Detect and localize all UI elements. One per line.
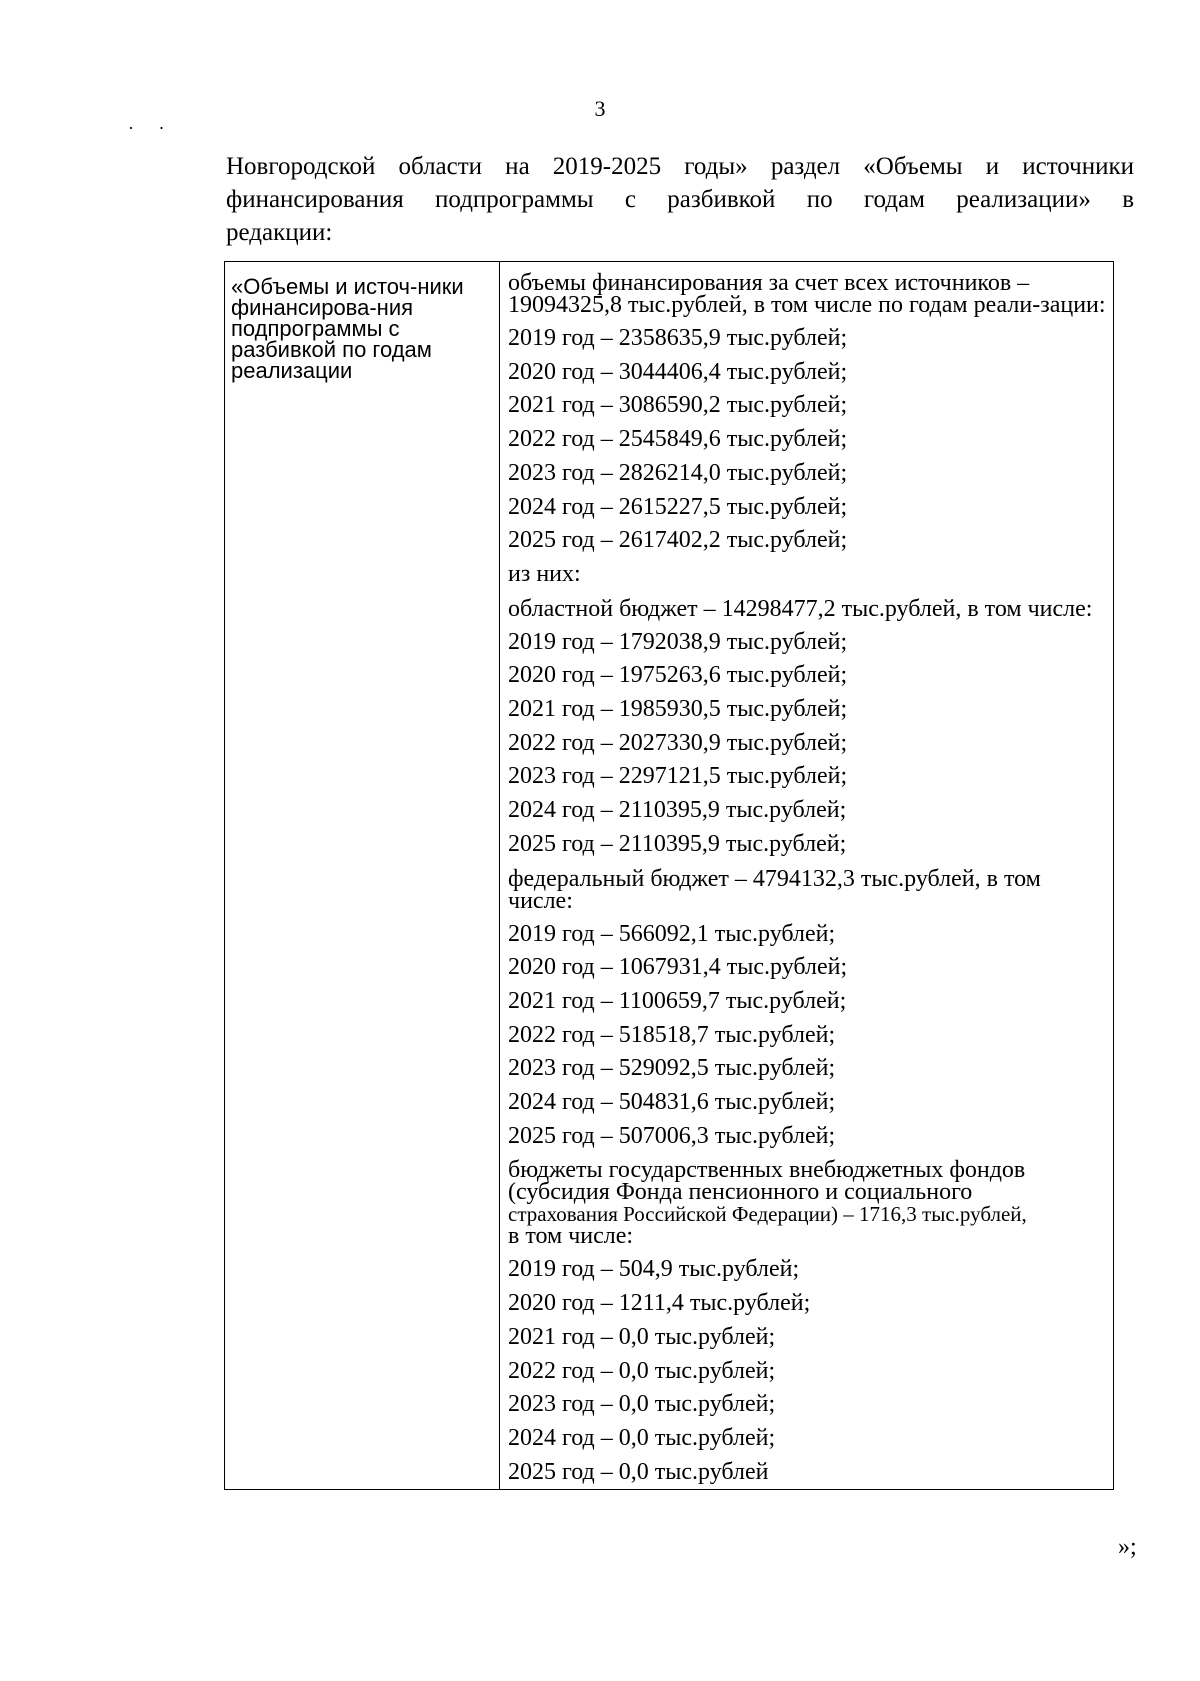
funding-table bbox=[224, 261, 1114, 1490]
total-year-2020: 2020 год – 3044406,4 тыс.рублей; bbox=[508, 358, 848, 385]
closing-quote: »; bbox=[1118, 1534, 1137, 1560]
offbudget-funds-intro bbox=[508, 1153, 1107, 1253]
regional-year-2025: 2025 год – 2110395,9 тыс.рублей; bbox=[508, 830, 847, 857]
federal-year-2025: 2025 год – 507006,3 тыс.рублей; bbox=[508, 1122, 836, 1149]
offbudget-year-2024: 2024 год – 0,0 тыс.рублей; bbox=[508, 1424, 776, 1451]
total-year-2023: 2023 год – 2826214,0 тыс.рублей; bbox=[508, 459, 848, 486]
intro-line-1: Новгородской области на 2019-2025 годы» раздел «Объемы и источники bbox=[226, 153, 1134, 180]
total-funding-intro: объемы финансирования за счет всех источников – 19094325,8 тыс.рублей, в том числе по годам реали-зации: bbox=[508, 270, 1106, 318]
offbudget-intro-part-b: страхования Российской Федерации) – 1716,3 тыс.рублей, bbox=[508, 1202, 1027, 1227]
total-year-2019: 2019 год – 2358635,9 тыс.рублей; bbox=[508, 325, 848, 351]
offbudget-year-2020: 2020 год – 1211,4 тыс.рублей; bbox=[508, 1290, 811, 1317]
of-them-label: из них: bbox=[508, 560, 581, 587]
regional-year-2024: 2024 год – 2110395,9 тыс.рублей; bbox=[508, 797, 847, 824]
regional-year-2020: 2020 год – 1975263,6 тыс.рублей; bbox=[508, 662, 848, 689]
federal-year-2022: 2022 год – 518518,7 тыс.рублей; bbox=[508, 1021, 836, 1048]
total-year-2024: 2024 год – 2615227,5 тыс.рублей; bbox=[508, 493, 848, 520]
regional-year-2019: 2019 год – 1792038,9 тыс.рублей; bbox=[508, 628, 848, 655]
offbudget-year-2019: 2019 год – 504,9 тыс.рублей; bbox=[508, 1256, 800, 1283]
offbudget-year-2025: 2025 год – 0,0 тыс.рублей bbox=[508, 1458, 769, 1485]
federal-year-2019: 2019 год – 566092,1 тыс.рублей; bbox=[508, 920, 836, 947]
federal-budget-intro: федеральный бюджет – 4794132,3 тыс.рублей, в том числе: bbox=[508, 865, 1041, 914]
federal-year-2020: 2020 год – 1067931,4 тыс.рублей; bbox=[508, 954, 848, 981]
table-row bbox=[225, 262, 1114, 1490]
regional-year-2023: 2023 год – 2297121,5 тыс.рублей; bbox=[508, 763, 848, 790]
federal-year-2024: 2024 год – 504831,6 тыс.рублей; bbox=[508, 1089, 836, 1116]
section-label: «Объемы и источ-ники финансирова-ния подпрограммы с разбивкой по годам реализации bbox=[231, 274, 464, 383]
offbudget-intro-part-c: в том числе: bbox=[508, 1223, 634, 1250]
scan-artifact-dots: · · bbox=[128, 118, 175, 138]
offbudget-year-2021: 2021 год – 0,0 тыс.рублей; bbox=[508, 1323, 776, 1350]
intro-line-2: финансирования подпрограммы с разбивкой по годам реализации» в bbox=[226, 186, 1134, 213]
section-label-cell bbox=[225, 262, 500, 1490]
intro-line-3: редакции: bbox=[226, 219, 333, 246]
total-year-2021: 2021 год – 3086590,2 тыс.рублей; bbox=[508, 392, 848, 419]
page-number: 3 bbox=[594, 96, 606, 121]
total-year-2025: 2025 год – 2617402,2 тыс.рублей; bbox=[508, 527, 848, 554]
offbudget-year-2022: 2022 год – 0,0 тыс.рублей; bbox=[508, 1357, 776, 1384]
total-year-2022: 2022 год – 2545849,6 тыс.рублей; bbox=[508, 426, 848, 453]
regional-budget-intro: областной бюджет – 14298477,2 тыс.рублей, в том числе: bbox=[508, 595, 1093, 622]
funding-details-cell bbox=[500, 262, 1114, 1490]
federal-year-2023: 2023 год – 529092,5 тыс.рублей; bbox=[508, 1055, 836, 1082]
offbudget-intro-part-a: бюджеты государственных внебюджетных фондов (субсидия Фонда пенсионного и социального bbox=[508, 1157, 1026, 1206]
regional-year-2021: 2021 год – 1985930,5 тыс.рублей; bbox=[508, 696, 848, 723]
intro-paragraph bbox=[226, 150, 1134, 249]
federal-year-2021: 2021 год – 1100659,7 тыс.рублей; bbox=[508, 987, 847, 1014]
offbudget-year-2023: 2023 год – 0,0 тыс.рублей; bbox=[508, 1391, 776, 1418]
regional-year-2022: 2022 год – 2027330,9 тыс.рублей; bbox=[508, 729, 848, 756]
